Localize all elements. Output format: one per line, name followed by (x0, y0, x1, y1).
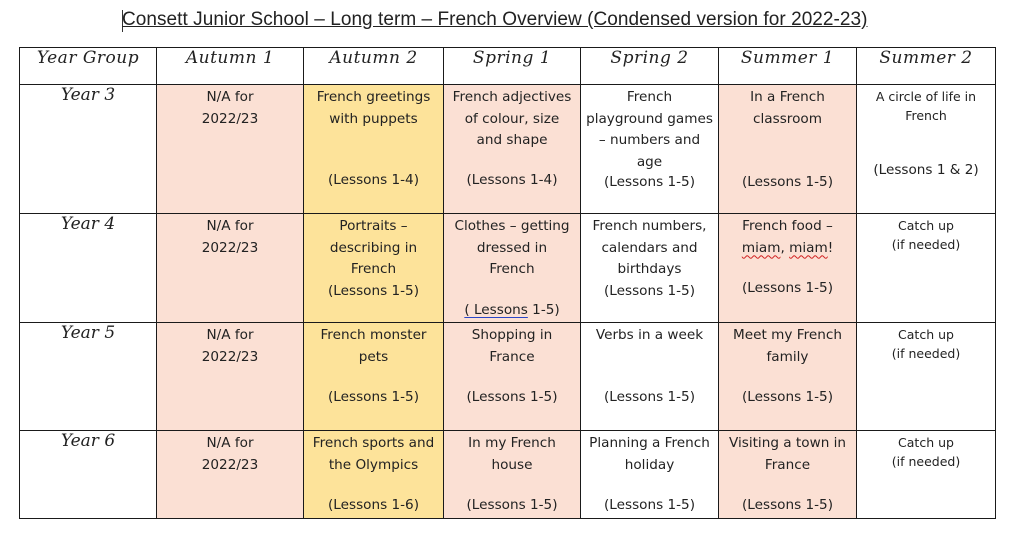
cell-spring-1[interactable] (444, 323, 581, 431)
cell-text: Planning a French (589, 435, 710, 451)
cell-text: with puppets (329, 110, 418, 127)
lesson-range (444, 300, 580, 322)
cell-text: A circle of life in (875, 89, 977, 104)
cell-text: house (491, 456, 533, 473)
page-title: Consett Junior School – Long term – French Overview (Condensed version for 2022-23) (122, 9, 868, 30)
year-label: Year 3 (20, 85, 157, 214)
overview-table (19, 47, 996, 519)
cell-text: French greetings (316, 89, 431, 105)
cell-text: age (636, 153, 663, 170)
cell-text: French food – (742, 218, 833, 234)
punctuation: ! (827, 239, 834, 256)
cell-summer-1[interactable] (719, 214, 857, 323)
cell-text: pets (358, 348, 389, 365)
cell-text: 2022/23 (201, 110, 259, 127)
header-year-group: Year Group (20, 48, 157, 85)
cell-summer-2[interactable] (857, 214, 996, 323)
cell-text: of colour, size (464, 110, 560, 127)
cell-text: France (489, 348, 535, 365)
cell-text: N/A for (206, 327, 254, 343)
lesson-range: (Lessons 1-5) (327, 389, 419, 405)
cell-text: French monster (320, 327, 427, 343)
header-spring-1: Spring 1 (444, 48, 581, 85)
cell-text: Clothes – getting (454, 218, 570, 234)
cell-text: Meet my French (733, 327, 842, 343)
cell-text: Shopping in (471, 327, 553, 343)
cell-spring-1[interactable] (444, 431, 581, 519)
cell-spring-2[interactable] (581, 323, 719, 431)
cell-text: French (905, 108, 947, 123)
cell-autumn-2[interactable] (304, 214, 444, 323)
cell-text: Visiting a town in (728, 435, 847, 451)
lesson-range: (Lessons 1-5) (603, 173, 695, 190)
lesson-range: (Lessons 1-5) (741, 389, 833, 405)
cell-text: (if needed) (891, 454, 961, 469)
cell-spring-2[interactable] (581, 85, 719, 214)
cell-text: N/A for (206, 435, 254, 451)
cell-text: holiday (624, 456, 675, 473)
cell-text: dressed in (476, 239, 548, 256)
cell-text: Verbs in a week (595, 327, 704, 343)
cell-summer-1[interactable] (719, 323, 857, 431)
cell-spring-1[interactable] (444, 85, 581, 214)
cell-summer-2[interactable] (857, 431, 996, 519)
cell-text: calendars and (601, 239, 698, 256)
cell-summer-1[interactable] (719, 431, 857, 519)
cell-text: N/A for (206, 218, 254, 234)
cell-text: 2022/23 (201, 239, 259, 256)
table-row-year-4 (20, 214, 996, 323)
lesson-range: (Lessons 1-5) (327, 282, 419, 299)
cell-text: 2022/23 (201, 456, 259, 473)
cell-text: playground games (586, 110, 713, 127)
header-summer-1: Summer 1 (719, 48, 857, 85)
cell-summer-1[interactable] (719, 85, 857, 214)
cell-text: Catch up (898, 435, 954, 450)
header-spring-2: Spring 2 (581, 48, 719, 85)
lesson-prefix: ( Lessons (464, 302, 528, 318)
cell-autumn-2[interactable] (304, 85, 444, 214)
cell-autumn-1[interactable] (157, 214, 304, 323)
year-label: Year 4 (20, 214, 157, 323)
cell-text: Portraits – (339, 218, 408, 234)
lesson-range: (Lessons 1-4) (466, 172, 558, 188)
cell-autumn-1[interactable] (157, 431, 304, 519)
cell-autumn-1[interactable] (157, 85, 304, 214)
cell-summer-2[interactable] (857, 85, 996, 214)
cell-text: French (626, 89, 673, 105)
cell-text: N/A for (206, 89, 254, 105)
cell-autumn-2[interactable] (304, 323, 444, 431)
cell-spring-2[interactable] (581, 214, 719, 323)
table-row-year-6 (20, 431, 996, 519)
cell-text: French (350, 261, 397, 277)
cell-text: (if needed) (891, 346, 961, 361)
cell-text: – numbers and (598, 132, 701, 148)
cell-text: 2022/23 (201, 348, 259, 365)
header-row (20, 48, 996, 85)
year-label: Year 5 (20, 323, 157, 431)
lesson-suffix: 1-5) (527, 302, 560, 318)
lesson-range: (Lessons 1-5) (741, 280, 833, 296)
cell-autumn-2[interactable] (304, 431, 444, 519)
lesson-range: (Lessons 1-5) (603, 282, 695, 299)
lesson-range: (Lessons 1-6) (327, 497, 419, 513)
spellcheck-word[interactable]: miam (741, 239, 781, 256)
lesson-range: (Lessons 1-5) (741, 497, 833, 513)
lesson-range: (Lessons 1-5) (603, 389, 695, 405)
cell-text: French sports and (312, 435, 435, 451)
cell-text: Catch up (898, 218, 954, 233)
lesson-range: (Lessons 1-4) (327, 172, 419, 188)
cell-spring-2[interactable] (581, 431, 719, 519)
cell-text: French (489, 261, 535, 277)
cell-text: In my French (468, 435, 556, 451)
cell-text (723, 238, 852, 260)
cell-text: French adjectives (452, 89, 572, 105)
lesson-range: (Lessons 1-5) (466, 497, 558, 513)
header-autumn-1: Autumn 1 (157, 48, 304, 85)
cell-text: classroom (753, 110, 822, 127)
cell-text: describing in (329, 239, 418, 256)
lesson-range: (Lessons 1 & 2) (873, 162, 979, 178)
lesson-range: (Lessons 1-5) (603, 497, 695, 513)
cell-text: (if needed) (891, 237, 961, 252)
cell-text: birthdays (617, 261, 682, 277)
spellcheck-word[interactable]: miam (789, 239, 828, 256)
lesson-range: (Lessons 1-5) (741, 174, 833, 190)
table-row-year-5 (20, 323, 996, 431)
cell-spring-1[interactable] (444, 214, 581, 323)
cell-text: In a French (750, 89, 825, 105)
cell-text: Catch up (898, 327, 954, 342)
cell-text: the Olympics (328, 456, 419, 473)
cell-text: French numbers, (592, 218, 707, 234)
header-summer-2: Summer 2 (857, 48, 996, 85)
cell-text: family (766, 348, 809, 365)
cell-text: and shape (476, 132, 548, 148)
lesson-range: (Lessons 1-5) (466, 389, 558, 405)
cell-autumn-1[interactable] (157, 323, 304, 431)
cell-summer-2[interactable] (857, 323, 996, 431)
punctuation: , (780, 239, 790, 256)
year-label: Year 6 (20, 431, 157, 519)
header-autumn-2: Autumn 2 (304, 48, 444, 85)
table-row-year-3 (20, 85, 996, 214)
cell-text: France (764, 456, 811, 473)
